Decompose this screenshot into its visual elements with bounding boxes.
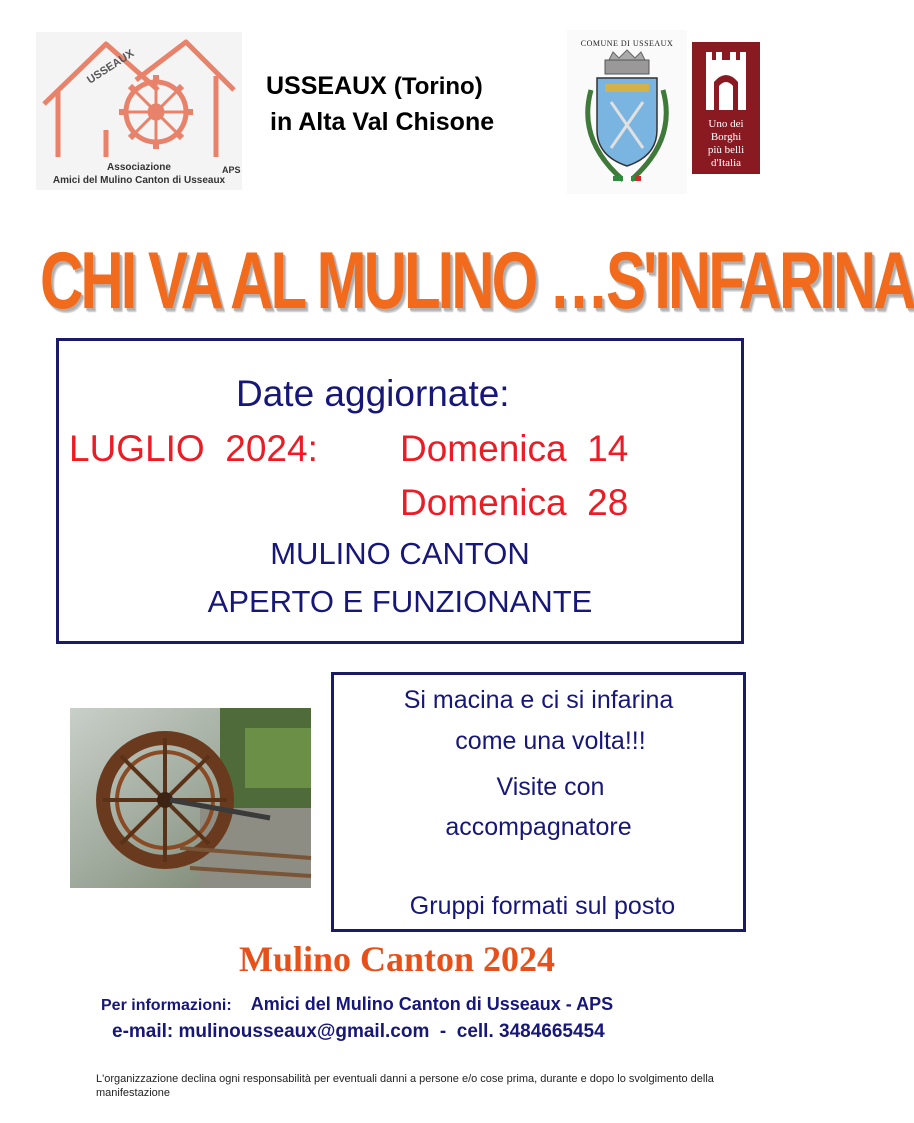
info-line-3: Visite con (496, 773, 605, 801)
town-name: USSEAUX (266, 72, 387, 100)
waterwheel-photo (70, 708, 311, 888)
contact-info: e-mail: mulinousseaux@gmail.com - cell. 3484665454 (112, 1021, 605, 1042)
info-line-1: Si macina e ci si infarina (403, 686, 674, 714)
event-name: Mulino Canton 2024 (238, 939, 556, 979)
borghi-line-2: Borghi (710, 131, 742, 143)
logo-aps: APS (222, 165, 241, 175)
logo-arch-text: USSEAUX (85, 47, 137, 87)
date-sunday-1: Domenica 14 (400, 428, 629, 469)
borghi-line-4: d'Italia (710, 157, 742, 169)
info-organizer: Amici del Mulino Canton di Usseaux - APS (250, 994, 614, 1014)
province-name: (Torino) (393, 73, 483, 100)
logo-line-2: Amici del Mulino Canton di Usseaux (52, 175, 226, 186)
coat-of-arms-icon (567, 30, 687, 194)
header-subtitle: in Alta Val Chisone (270, 108, 495, 136)
mill-name: MULINO CANTON (270, 536, 530, 571)
info-line-2: come una volta!!! (455, 727, 646, 755)
main-title: CHI VA AL MULINO …S'INFARINA (40, 234, 914, 326)
info-line-5: Gruppi formati sul posto (409, 892, 676, 920)
comune-crest (567, 30, 687, 194)
borghi-line-1: Uno dei (708, 118, 744, 130)
info-label: Per informazioni: (101, 997, 232, 1014)
header-title (266, 72, 483, 101)
month-label: LUGLIO 2024: (69, 428, 318, 469)
dates-heading: Date aggiornate: (236, 373, 510, 414)
date-sunday-2: Domenica 28 (400, 482, 629, 523)
disclaimer: L'organizzazione declina ogni responsabilità per eventuali danni a persone e/o cose prima, durante e dopo lo svolgimento della manifestazione (96, 1073, 714, 1099)
borghi-line-3: più belli (707, 144, 745, 156)
info-row (101, 994, 613, 1015)
logo-line-1: Associazione (107, 162, 171, 173)
castle-tower-icon (692, 42, 760, 122)
borghi-badge (692, 42, 760, 174)
comune-label: COMUNE DI USSEAUX (580, 39, 674, 48)
mill-status: APERTO E FUNZIONANTE (207, 584, 593, 619)
association-logo (36, 32, 242, 190)
info-line-4: accompagnatore (445, 813, 632, 841)
